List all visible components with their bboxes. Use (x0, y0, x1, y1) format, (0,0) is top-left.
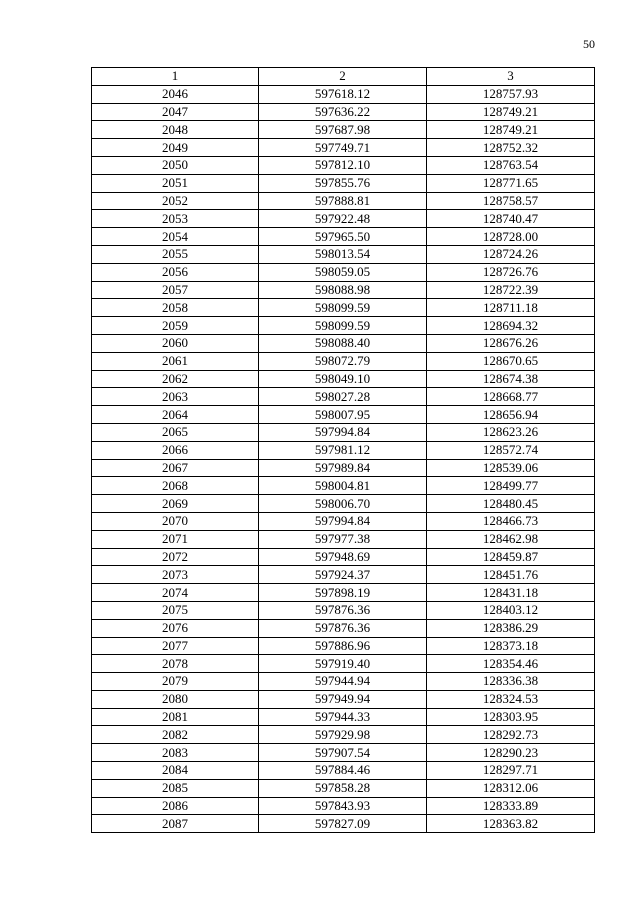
x-coordinate-cell: 597929.98 (259, 726, 427, 744)
y-coordinate-cell: 128722.39 (427, 281, 595, 299)
x-coordinate-cell: 598088.40 (259, 334, 427, 352)
point-number-cell: 2054 (92, 228, 259, 246)
point-number-cell: 2062 (92, 370, 259, 388)
table-row (92, 797, 595, 815)
point-number-cell: 2053 (92, 210, 259, 228)
x-coordinate-cell: 597994.84 (259, 512, 427, 530)
table-row (92, 601, 595, 619)
x-coordinate-cell: 598059.05 (259, 263, 427, 281)
table-row (92, 406, 595, 424)
table-row (92, 815, 595, 833)
point-number-cell: 2086 (92, 797, 259, 815)
x-coordinate-cell: 597884.46 (259, 762, 427, 780)
y-coordinate-cell: 128724.26 (427, 245, 595, 263)
point-number-cell: 2075 (92, 601, 259, 619)
table-row (92, 174, 595, 192)
y-coordinate-cell: 128728.00 (427, 228, 595, 246)
column-header-2: 2 (259, 68, 427, 86)
point-number-cell: 2052 (92, 192, 259, 210)
y-coordinate-cell: 128403.12 (427, 601, 595, 619)
y-coordinate-cell: 128333.89 (427, 797, 595, 815)
point-number-cell: 2081 (92, 708, 259, 726)
y-coordinate-cell: 128499.77 (427, 477, 595, 495)
y-coordinate-cell: 128752.32 (427, 139, 595, 157)
table-row (92, 263, 595, 281)
y-coordinate-cell: 128749.21 (427, 103, 595, 121)
point-number-cell: 2077 (92, 637, 259, 655)
x-coordinate-cell: 597949.94 (259, 690, 427, 708)
y-coordinate-cell: 128292.73 (427, 726, 595, 744)
y-coordinate-cell: 128451.76 (427, 566, 595, 584)
point-number-cell: 2064 (92, 406, 259, 424)
point-number-cell: 2072 (92, 548, 259, 566)
table-row (92, 512, 595, 530)
point-number-cell: 2068 (92, 477, 259, 495)
y-coordinate-cell: 128668.77 (427, 388, 595, 406)
table-row (92, 530, 595, 548)
table-row (92, 548, 595, 566)
y-coordinate-cell: 128726.76 (427, 263, 595, 281)
table-row (92, 156, 595, 174)
point-number-cell: 2063 (92, 388, 259, 406)
point-number-cell: 2082 (92, 726, 259, 744)
x-coordinate-cell: 597924.37 (259, 566, 427, 584)
table-row (92, 477, 595, 495)
table-row (92, 744, 595, 762)
table-row (92, 210, 595, 228)
point-number-cell: 2078 (92, 655, 259, 673)
point-number-cell: 2051 (92, 174, 259, 192)
table-row (92, 726, 595, 744)
y-coordinate-cell: 128694.32 (427, 317, 595, 335)
y-coordinate-cell: 128758.57 (427, 192, 595, 210)
x-coordinate-cell: 597994.84 (259, 423, 427, 441)
table-row (92, 690, 595, 708)
y-coordinate-cell: 128711.18 (427, 299, 595, 317)
table-body (92, 85, 595, 832)
table-row (92, 655, 595, 673)
table-row (92, 673, 595, 691)
point-number-cell: 2076 (92, 619, 259, 637)
table-row (92, 245, 595, 263)
x-coordinate-cell: 597618.12 (259, 85, 427, 103)
x-coordinate-cell: 597687.98 (259, 121, 427, 139)
point-number-cell: 2048 (92, 121, 259, 139)
y-coordinate-cell: 128297.71 (427, 762, 595, 780)
y-coordinate-cell: 128373.18 (427, 637, 595, 655)
y-coordinate-cell: 128623.26 (427, 423, 595, 441)
point-number-cell: 2046 (92, 85, 259, 103)
table-row (92, 334, 595, 352)
point-number-cell: 2047 (92, 103, 259, 121)
y-coordinate-cell: 128670.65 (427, 352, 595, 370)
table-row (92, 85, 595, 103)
x-coordinate-cell: 598099.59 (259, 317, 427, 335)
y-coordinate-cell: 128749.21 (427, 121, 595, 139)
x-coordinate-cell: 597827.09 (259, 815, 427, 833)
column-header-1: 1 (92, 68, 259, 86)
table-row (92, 139, 595, 157)
x-coordinate-cell: 598007.95 (259, 406, 427, 424)
x-coordinate-cell: 597876.36 (259, 619, 427, 637)
point-number-cell: 2057 (92, 281, 259, 299)
point-number-cell: 2065 (92, 423, 259, 441)
point-number-cell: 2074 (92, 584, 259, 602)
y-coordinate-cell: 128462.98 (427, 530, 595, 548)
point-number-cell: 2085 (92, 779, 259, 797)
table-row (92, 228, 595, 246)
x-coordinate-cell: 597965.50 (259, 228, 427, 246)
x-coordinate-cell: 597977.38 (259, 530, 427, 548)
point-number-cell: 2049 (92, 139, 259, 157)
point-number-cell: 2050 (92, 156, 259, 174)
table-row (92, 566, 595, 584)
table-row (92, 103, 595, 121)
table-row (92, 495, 595, 513)
y-coordinate-cell: 128572.74 (427, 441, 595, 459)
x-coordinate-cell: 597919.40 (259, 655, 427, 673)
table-row (92, 121, 595, 139)
y-coordinate-cell: 128757.93 (427, 85, 595, 103)
table-row (92, 584, 595, 602)
x-coordinate-cell: 597948.69 (259, 548, 427, 566)
x-coordinate-cell: 598088.98 (259, 281, 427, 299)
x-coordinate-cell: 597898.19 (259, 584, 427, 602)
table-row (92, 423, 595, 441)
table-row (92, 352, 595, 370)
point-number-cell: 2083 (92, 744, 259, 762)
y-coordinate-cell: 128539.06 (427, 459, 595, 477)
y-coordinate-cell: 128763.54 (427, 156, 595, 174)
point-number-cell: 2061 (92, 352, 259, 370)
point-number-cell: 2067 (92, 459, 259, 477)
y-coordinate-cell: 128312.06 (427, 779, 595, 797)
x-coordinate-cell: 597858.28 (259, 779, 427, 797)
coordinates-table (91, 67, 595, 833)
y-coordinate-cell: 128466.73 (427, 512, 595, 530)
x-coordinate-cell: 597876.36 (259, 601, 427, 619)
x-coordinate-cell: 597855.76 (259, 174, 427, 192)
page-number: 50 (583, 37, 595, 51)
x-coordinate-cell: 598006.70 (259, 495, 427, 513)
table-row (92, 459, 595, 477)
point-number-cell: 2060 (92, 334, 259, 352)
point-number-cell: 2059 (92, 317, 259, 335)
y-coordinate-cell: 128363.82 (427, 815, 595, 833)
y-coordinate-cell: 128674.38 (427, 370, 595, 388)
x-coordinate-cell: 597981.12 (259, 441, 427, 459)
x-coordinate-cell: 597812.10 (259, 156, 427, 174)
point-number-cell: 2087 (92, 815, 259, 833)
point-number-cell: 2071 (92, 530, 259, 548)
y-coordinate-cell: 128324.53 (427, 690, 595, 708)
x-coordinate-cell: 598049.10 (259, 370, 427, 388)
table-row (92, 317, 595, 335)
point-number-cell: 2073 (92, 566, 259, 584)
point-number-cell: 2070 (92, 512, 259, 530)
point-number-cell: 2058 (92, 299, 259, 317)
table-header-row (92, 68, 595, 86)
table-row (92, 637, 595, 655)
table-row (92, 388, 595, 406)
table-row (92, 370, 595, 388)
table-row (92, 192, 595, 210)
point-number-cell: 2079 (92, 673, 259, 691)
x-coordinate-cell: 598099.59 (259, 299, 427, 317)
x-coordinate-cell: 597944.33 (259, 708, 427, 726)
point-number-cell: 2056 (92, 263, 259, 281)
table-row (92, 708, 595, 726)
table-row (92, 619, 595, 637)
table-row (92, 779, 595, 797)
x-coordinate-cell: 597888.81 (259, 192, 427, 210)
y-coordinate-cell: 128386.29 (427, 619, 595, 637)
x-coordinate-cell: 598013.54 (259, 245, 427, 263)
table-row (92, 441, 595, 459)
y-coordinate-cell: 128303.95 (427, 708, 595, 726)
y-coordinate-cell: 128290.23 (427, 744, 595, 762)
x-coordinate-cell: 598004.81 (259, 477, 427, 495)
x-coordinate-cell: 598072.79 (259, 352, 427, 370)
point-number-cell: 2084 (92, 762, 259, 780)
point-number-cell: 2080 (92, 690, 259, 708)
y-coordinate-cell: 128740.47 (427, 210, 595, 228)
x-coordinate-cell: 597989.84 (259, 459, 427, 477)
table-row (92, 281, 595, 299)
y-coordinate-cell: 128676.26 (427, 334, 595, 352)
y-coordinate-cell: 128771.65 (427, 174, 595, 192)
y-coordinate-cell: 128480.45 (427, 495, 595, 513)
y-coordinate-cell: 128354.46 (427, 655, 595, 673)
x-coordinate-cell: 597843.93 (259, 797, 427, 815)
x-coordinate-cell: 598027.28 (259, 388, 427, 406)
y-coordinate-cell: 128431.18 (427, 584, 595, 602)
point-number-cell: 2066 (92, 441, 259, 459)
table-row (92, 762, 595, 780)
x-coordinate-cell: 597944.94 (259, 673, 427, 691)
x-coordinate-cell: 597636.22 (259, 103, 427, 121)
y-coordinate-cell: 128336.38 (427, 673, 595, 691)
x-coordinate-cell: 597907.54 (259, 744, 427, 762)
y-coordinate-cell: 128459.87 (427, 548, 595, 566)
y-coordinate-cell: 128656.94 (427, 406, 595, 424)
x-coordinate-cell: 597886.96 (259, 637, 427, 655)
x-coordinate-cell: 597922.48 (259, 210, 427, 228)
x-coordinate-cell: 597749.71 (259, 139, 427, 157)
point-number-cell: 2069 (92, 495, 259, 513)
table-row (92, 299, 595, 317)
point-number-cell: 2055 (92, 245, 259, 263)
column-header-3: 3 (427, 68, 595, 86)
